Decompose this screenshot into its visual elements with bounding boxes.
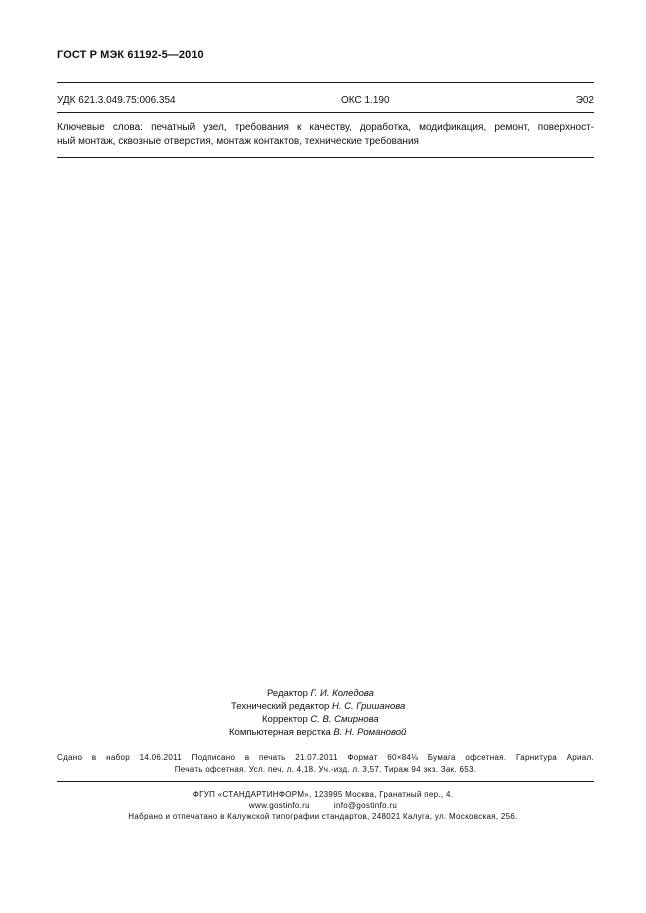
credit-layout-name: В. Н. Романовой xyxy=(333,727,407,738)
credit-editor xyxy=(267,687,374,700)
credit-editor-name: Г. И. Коледова xyxy=(310,688,374,699)
keywords-block xyxy=(57,121,594,149)
imprint-line-1: Сдано в набор 14.06.2011 Подписано в печать 21.07.2011 Формат 60×84⅛ Бумага офсетная. Гарнитура Ариал. xyxy=(57,753,594,762)
credit-tech-editor-role: Технический редактор xyxy=(231,701,330,712)
imprint-line-2: Печать офсетная. Усл. печ. л. 4,18. Уч.-изд. л. 3,57. Тираж 94 экз. Зак. 653. xyxy=(174,765,477,774)
publisher-block xyxy=(0,789,646,822)
oks-code: ОКС 1.190 xyxy=(341,95,390,106)
credit-editor-role: Редактор xyxy=(267,688,308,699)
credit-tech-editor-name: Н. С. Гришанова xyxy=(331,701,406,712)
classification-code: Э02 xyxy=(575,95,594,106)
keywords-line-1: Ключевые слова: печатный узел, требования к качеству, доработка, модификация, ремонт, поверхност- xyxy=(57,122,594,133)
publisher-contacts xyxy=(0,800,646,811)
divider-bottom xyxy=(57,781,594,782)
standard-code: ГОСТ Р МЭК 61192-5—2010 xyxy=(57,49,204,61)
keywords-line-2: ный монтаж, сквозные отверстия, монтаж контактов, технические требования xyxy=(57,136,419,147)
credit-layout xyxy=(229,726,406,739)
publisher-address: ФГУП «СТАНДАРТИНФОРМ», 123995 Москва, Гранатный пер., 4. xyxy=(192,790,454,799)
publisher-website: www.gostinfo.ru xyxy=(248,801,310,810)
divider-top xyxy=(57,82,594,83)
printing-house: Набрано и отпечатано в Калужской типографии стандартов, 248021 Калуга, ул. Московская, 256. xyxy=(128,812,518,821)
divider-keywords xyxy=(57,157,594,158)
imprint-block xyxy=(57,752,594,776)
credit-corrector-role: Корректор xyxy=(262,714,308,725)
udk-code: УДК 621.3.049.75:006.354 xyxy=(57,95,176,106)
credit-layout-role: Компьютерная верстка xyxy=(229,727,331,738)
divider-middle xyxy=(57,112,594,113)
credit-corrector-name: С. В. Смирнова xyxy=(310,714,379,725)
credit-tech-editor xyxy=(231,700,405,713)
credit-corrector xyxy=(262,713,379,726)
publisher-email: info@gostinfo.ru xyxy=(333,801,398,810)
